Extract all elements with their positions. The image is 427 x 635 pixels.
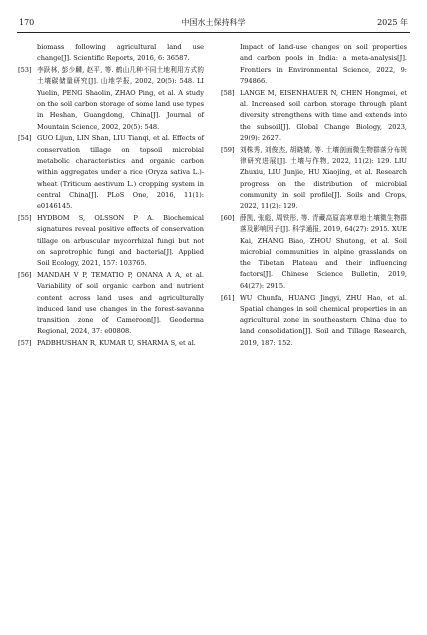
left-reference-column: [18, 42, 204, 350]
reference-text: 刘株秀, 刘俊杰, 胡晓婧, 等. 土壤剖面微生物群落分布规律研究进展[J]. 土壤与作物, 2022, 11(2): 129. LIU Zhuxiu, LIU Junjie, HU Xiaojing, et al. Research progress on the distribution of microbial community in soil profile[J]. Soils and Crops, 2022, 11(2): 129.: [240, 145, 407, 211]
reference-text: Impact of land-use changes on soil properties and carbon pools in India: a meta-analysis[J]. Frontiers in Environmental Science, 2022, 9: 794866.: [240, 43, 407, 85]
running-header: [17, 16, 410, 33]
reference-number: [59]: [221, 145, 235, 154]
reference-number: [61]: [221, 293, 235, 302]
reference-entry: [18, 133, 204, 212]
reference-text: LANGE M, EISENHAUER N, CHEN Hongmei, et al. Increased soil carbon storage through plant diversity strengthens with time and extends into the subsoil[J]. Global Change Biology, 2023, 29(9): 2627.: [240, 88, 407, 142]
reference-text: WU Chunfa, HUANG Jingyi, ZHU Hao, et al. Spatial changes in soil chemical properties in an agricultural zone in southeastern China due to land consolidation[J]. Soil and Tillage Research, 2019, 187: 152.: [240, 293, 407, 347]
reference-entry: [221, 42, 407, 87]
journal-title: 中国水土保持科学: [181, 18, 246, 27]
reference-number: [60]: [221, 213, 235, 222]
reference-text: 薛凯, 张彪, 周铁彤, 等. 青藏高原高寒草地土壤微生物群落及影响因子[J]. 科学通报, 2019, 64(27): 2915. XUE Kai, ZHANG Biao, ZHOU Shutong, et al. Soil microbial communities in alpine grasslands on the Tibetan Plateau and their influencing factors[J]. Chinese Science Bulletin, 2019, 64(27): 2915.: [240, 213, 407, 290]
publication-year: 2025 年: [377, 18, 408, 27]
reference-text: MANDAH V P, TEMATIO P, ONANA A A, et al. Variability of soil organic carbon and nutrient content across land uses and agriculturally induced land use changes in the forest-savanna transition zone of Cameroon[J]. Geoderma Regional, 2024, 37: e00808.: [37, 270, 204, 336]
reference-entry: [18, 270, 204, 338]
reference-entry: [221, 88, 407, 144]
page-number: 170: [19, 18, 35, 27]
reference-number: [56]: [18, 270, 32, 279]
reference-entry: [18, 65, 204, 133]
reference-entry: [18, 213, 204, 269]
reference-entry: [18, 42, 204, 65]
reference-entry: [18, 338, 204, 349]
reference-text: biomass following agricultural land use change[J]. Scientific Reports, 2016, 6: 36587.: [37, 43, 204, 63]
right-reference-column: [221, 42, 407, 349]
reference-text: 李跃林, 彭少麟, 赵平, 等. 鹤山几种不同土地利用方式的土壤碳储量研究[J]. 山地学报, 2002, 20(5): 548. LI Yuelin, PENG Shaolin, ZHAO Ping, et al. A study on the soil carbon storage of some land use types in Heshan, Guangdong, China[J]. Journal of Mountain Science, 2002, 20(5): 548.: [37, 66, 204, 131]
reference-number: [55]: [18, 213, 32, 222]
reference-text: PADBHUSHAN R, KUMAR U, SHARMA S, et al.: [37, 339, 196, 348]
reference-number: [53]: [18, 66, 32, 75]
reference-number: [58]: [221, 88, 235, 97]
reference-text: GUO Lijun, LIN Shan, LIU Tianqi, et al. Effects of conservation tillage on topsoil microbial metabolic characteristics and organic carbon within aggregates under a rice (Oryza sativa L.)-wheat (Triticum aestivum L.) cropping system in central China[J]. PLoS One, 2016, 11(1): e0146145.: [37, 134, 204, 211]
reference-entry: [221, 145, 407, 213]
reference-text: HYDBOM S, OLSSON P A. Biochemical signatures reveal positive effects of conservation tillage on arbuscular mycorrhizal fungi but not on saprotrophic fungi and bacteria[J]. Applied Soil Ecology, 2021, 157: 103765.: [37, 213, 204, 268]
reference-number: [54]: [18, 134, 32, 143]
reference-entry: [221, 293, 407, 349]
reference-entry: [221, 213, 407, 292]
reference-number: [57]: [18, 339, 32, 348]
